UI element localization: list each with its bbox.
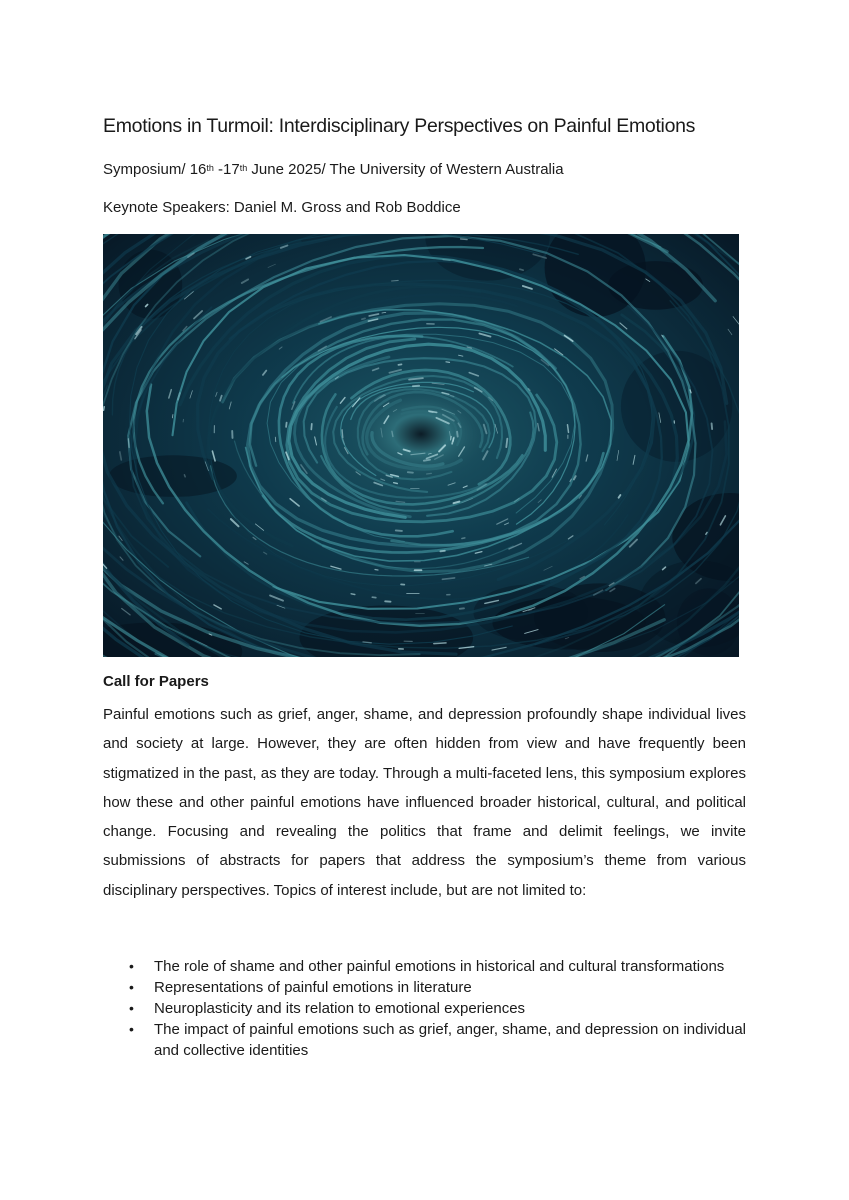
foam-streak [461,239,468,240]
foam-streak [712,423,713,429]
vortex-core [351,386,491,482]
topic-item [103,956,746,977]
foam-streak [342,430,343,438]
foam-streak [408,472,413,473]
foam-streak [104,407,105,411]
topic-text: Neuroplasticity and its relation to emotional experiences [154,1000,526,1017]
foam-streak [520,269,523,270]
topic-text: The impact of painful emotions such as grief, anger, shame, and depression on individual and collective identities [154,1021,746,1059]
topics-list [103,956,746,1061]
topic-item [103,977,746,998]
foam-streak [394,483,398,484]
foam-streak [413,386,419,387]
foam-streak [457,432,458,437]
bullet-icon: • [129,1000,134,1016]
vortex-water-image [103,234,739,657]
foam-streak [462,538,465,539]
bullet-icon: • [129,979,134,995]
foam-streak [362,318,365,319]
call-for-papers-heading: Call for Papers [103,673,209,690]
foam-streak [363,642,371,643]
foam-streak [286,423,287,427]
foam-streak [398,364,401,365]
foam-streak [427,473,432,474]
call-for-papers-body: Painful emotions such as grief, anger, shame, and depression profoundly shape individual lives and society at large. However, they are often hidden from view and have frequently been stigmatized in the past, as they are today. Through a multi-faceted lens, this symposium explores how these and other painful emotions have influenced broader historical, cultural, and political change. Focusing and revealing the politics that frame and delimit feelings, we invite submissions of abstracts for papers that address the symposium’s theme from various disciplinary perspectives. Topics of interest include, but are not limited to: [103,706,746,899]
foam-streak [434,643,446,644]
keynote-speakers: Keynote Speakers: Daniel M. Gross and Rob Boddice [103,199,461,216]
foam-streak [128,439,129,448]
foam-streak [506,439,507,447]
symposium-dates [103,159,564,181]
foam-streak [446,362,450,363]
foam-streak [375,570,378,571]
foam-streak [396,530,402,531]
foam-streak [311,424,312,430]
topic-item [103,1019,746,1061]
bullet-icon: • [129,1021,134,1037]
foam-streak [351,594,355,595]
foam-streak [568,425,569,433]
foam-streak [392,431,393,436]
topic-text: Representations of painful emotions in literature [154,979,472,996]
vortex-illustration [103,234,739,657]
foam-streak [443,260,450,261]
symposium-sup-1: th [206,163,214,173]
foam-streak [424,460,430,461]
topic-text: The role of shame and other painful emotions in historical and cultural transformations [154,958,725,975]
symposium-suffix: June 2025/ The University of Western Australia [247,161,564,178]
page-title: Emotions in Turmoil: Interdisciplinary Perspectives on Painful Emotions [103,115,696,137]
symposium-sup-2: th [239,163,248,173]
foam-streak [184,475,185,477]
bullet-icon: • [129,958,134,974]
foam-streak [440,551,444,552]
foam-streak [172,415,173,418]
topic-item [103,998,746,1019]
foam-streak [275,437,276,442]
foam-streak [451,436,452,440]
foam-streak [460,608,464,609]
symposium-prefix: Symposium/ 16 [103,161,207,178]
symposium-middle: -17 [213,161,240,178]
foam-streak [430,412,433,413]
foam-streak [392,280,399,281]
